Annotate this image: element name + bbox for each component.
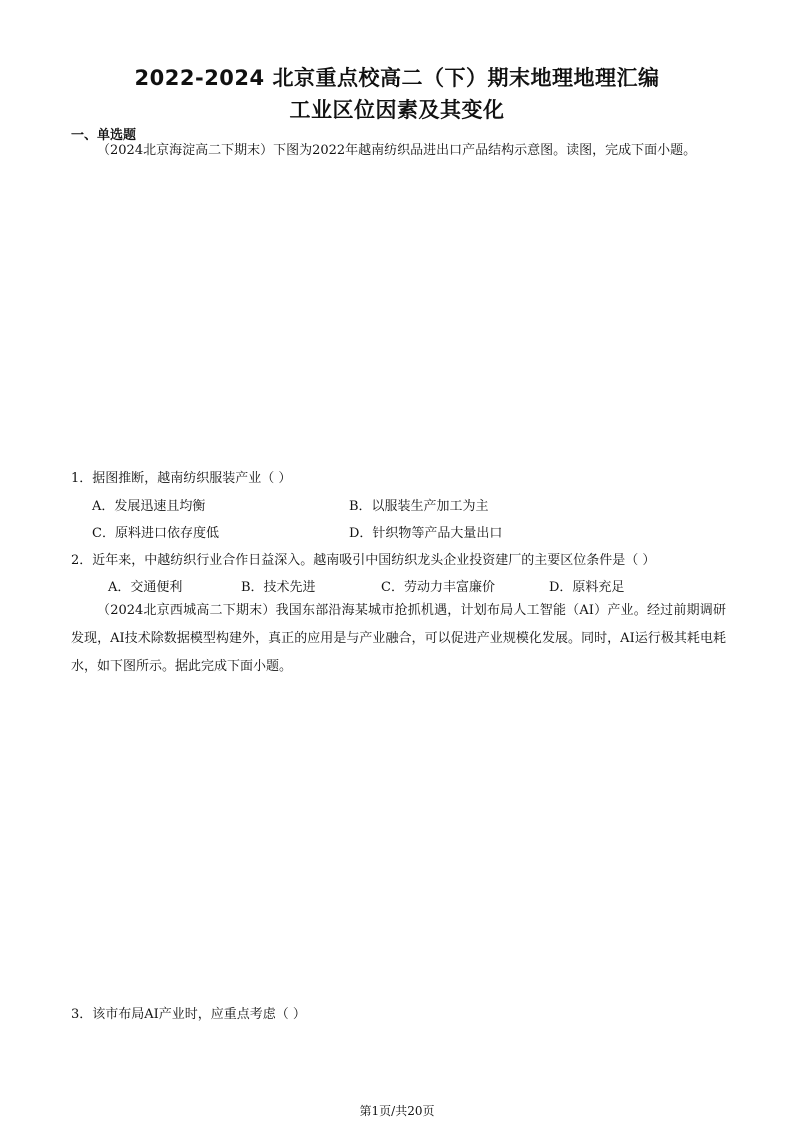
document-title-line2: 工业区位因素及其变化	[289, 98, 505, 122]
question-1-option-d: D．针织物等产品大量出口	[349, 526, 503, 541]
question-1-option-b: B．以服装生产加工为主	[349, 499, 489, 514]
passage-1: （2024北京海淀高二下期末）下图为2022年越南纺织品进出口产品结构示意图。读图，完成下面小题。	[97, 143, 697, 158]
figure-placeholder-1	[71, 200, 726, 450]
section-heading: 一、单选题	[71, 128, 137, 143]
passage-2: （2024北京西城高二下期末）我国东部沿海某城市抢抓机遇，计划布局人工智能（AI）产业。经过前期调研发现，AI技术除数据模型构建外，真正的应用是与产业融合，可以促进产业规模化发展。同时，AI运行极其耗电耗水，如下图所示。据此完成下面小题。	[71, 603, 726, 674]
page-footer: 第1页/共20页	[359, 1104, 435, 1118]
question-1-option-a: A．发展迅速且均衡	[92, 499, 206, 514]
question-2-option-b: B．技术先进	[241, 580, 316, 595]
question-2-option-d: D．原料充足	[549, 580, 625, 595]
question-2-option-c: C．劳动力丰富廉价	[381, 580, 495, 595]
question-2-option-a: A．交通便利	[108, 580, 183, 595]
question-3-stem: 3．该市布局AI产业时，应重点考虑（ ）	[71, 1007, 306, 1022]
figure-placeholder-2	[71, 690, 726, 990]
document-title-line1: 2022-2024 北京重点校高二（下）期末地理地理汇编	[134, 66, 660, 90]
question-1-option-c: C．原料进口依存度低	[92, 526, 219, 541]
question-2-stem: 2．近年来，中越纺织行业合作日益深入。越南吸引中国纺织龙头企业投资建厂的主要区位条件是（ ）	[71, 553, 656, 568]
question-1-stem: 1．据图推断，越南纺织服装产业（ ）	[71, 471, 292, 486]
